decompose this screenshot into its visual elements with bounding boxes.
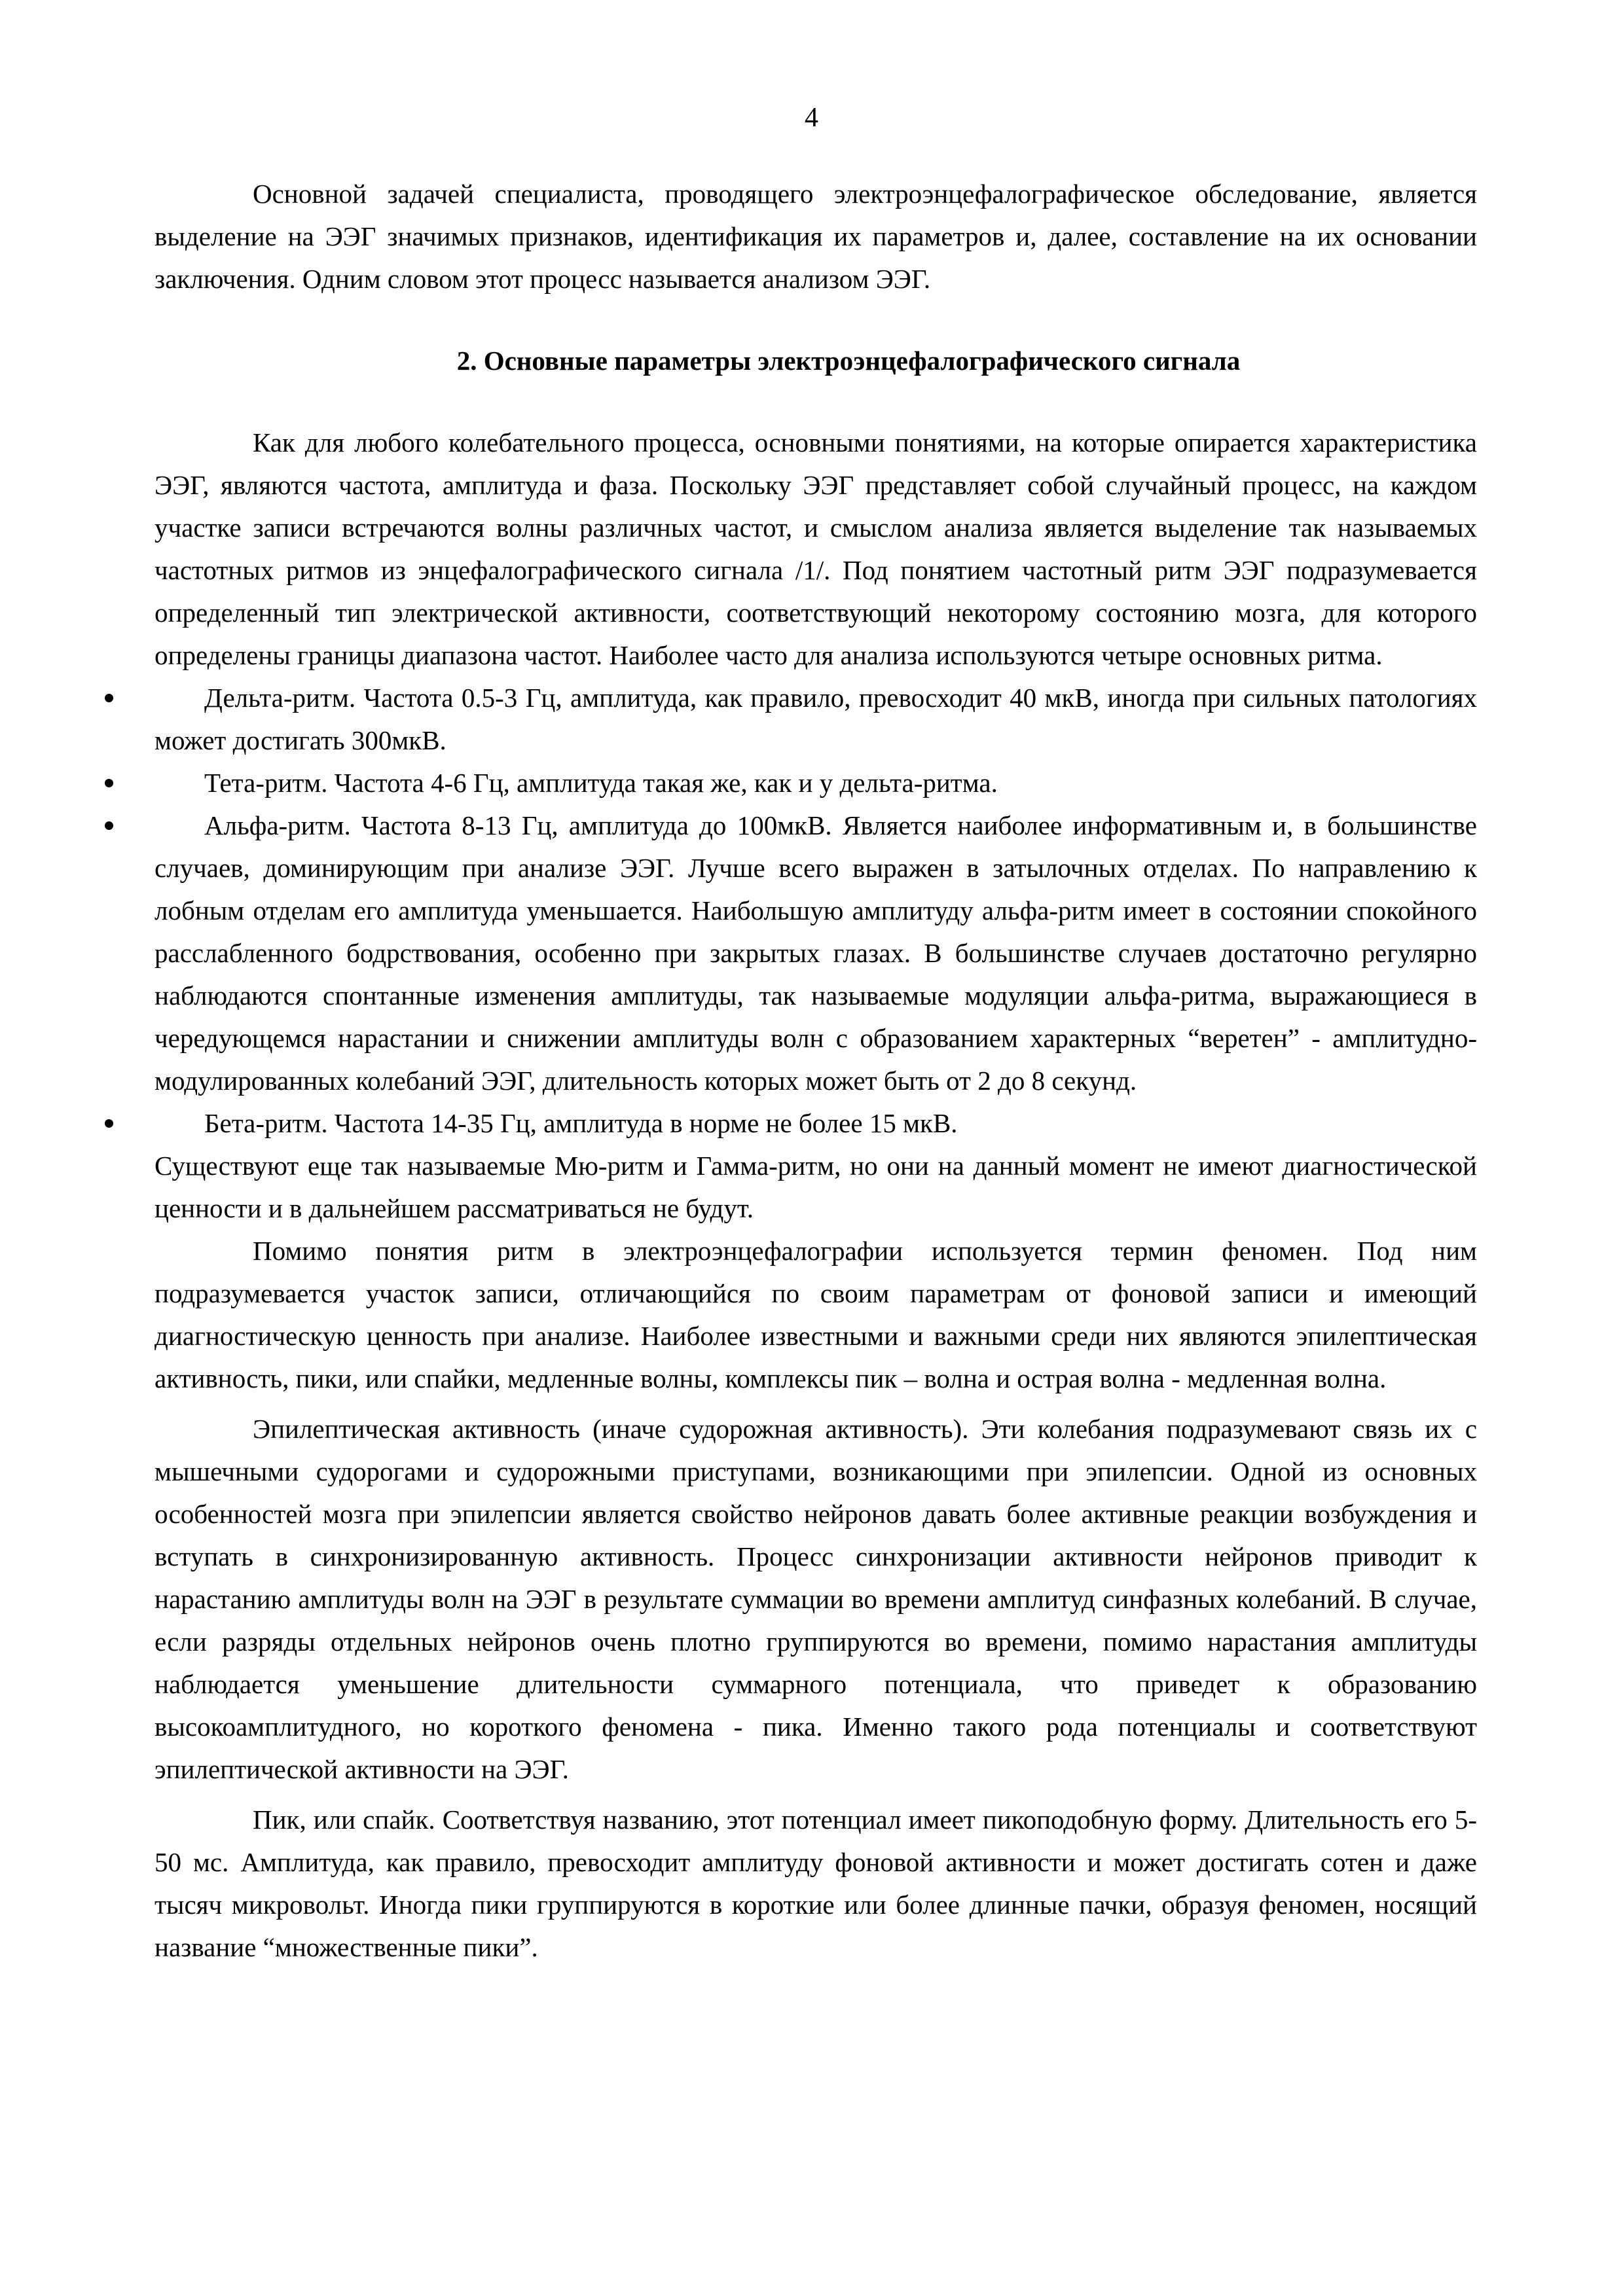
section-heading: 2. Основные параметры электроэнцефалографического сигнала	[456, 346, 1241, 376]
bullet-icon	[105, 694, 113, 702]
page-content	[155, 173, 1477, 1969]
list-item-text: Тета-ритм. Частота 4-6 Гц, амплитуда такая же, как и у дельта-ритма.	[204, 768, 998, 798]
epileptic-activity-paragraph: Эпилептическая активность (иначе судорожная активность). Эти колебания подразумевают связь их с мышечными судорогами и судорожными приступами, возникающими при эпилепсии. Одной из основных особенностей мозга при эпилепсии является свойство нейронов давать более активные реакции возбуждения и вступать в синхронизированную активность. Процесс синхронизации активности нейронов приводит к нарастанию амплитуды волн на ЭЭГ в результате суммации во времени амплитуд синфазных колебаний. В случае, если разряды отдельных нейронов очень плотно группируются во времени, помимо нарастания амплитуды наблюдается уменьшение длительности суммарного потенциала, что приведет к образованию высокоамплитудного, но короткого феномена - пика. Именно такого рода потенциалы и соответствуют эпилептической активности на ЭЭГ.	[155, 1414, 1477, 1784]
list-item-text: Дельта-ритм. Частота 0.5-3 Гц, амплитуда, как правило, превосходит 40 мкВ, иногда при сильных патологиях может достигать 300мкВ.	[155, 683, 1477, 755]
list-item-text: Бета-ритм. Частота 14-35 Гц, амплитуда в норме не более 15 мкВ.	[204, 1108, 958, 1138]
bullet-icon	[105, 1119, 113, 1128]
rhythms-intro-paragraph: Как для любого колебательного процесса, основными понятиями, на которые опирается характеристика ЭЭГ, являются частота, амплитуда и фаза. Поскольку ЭЭГ представляет собой случайный процесс, на каждом участке записи встречаются волны различных частот, и смыслом анализа является выделение так называемых частотных ритмов из энцефалографического сигнала /1/. Под понятием частотный ритм ЭЭГ подразумевается определенный тип электрической активности, соответствующий некоторому состоянию мозга, для которого определены границы диапазона частот. Наиболее часто для анализа используются четыре основных ритма.	[155, 427, 1477, 670]
list-item	[155, 677, 1477, 762]
bullet-icon	[105, 821, 113, 830]
list-item	[155, 762, 1477, 804]
bullet-icon	[105, 779, 113, 787]
list-item-text: Альфа-ритм. Частота 8-13 Гц, амплитуда до 100мкВ. Является наиболее информативным и, в большинстве случаев, доминирующим при анализе ЭЭГ. Лучше всего выражен в затылочных отделах. По направлению к лобным отделам его амплитуда уменьшается. Наибольшую амплитуду альфа-ритм имеет в состоянии спокойного расслабленного бодрствования, особенно при закрытых глазах. В большинстве случаев достаточно регулярно наблюдаются спонтанные изменения амплитуды, так называемые модуляции альфа-ритма, выражающиеся в чередующемся нарастании и снижении амплитуды волн с образованием характерных “веретен” - амплитудно-модулированных колебаний ЭЭГ, длительность которых может быть от 2 до 8 секунд.	[155, 810, 1477, 1096]
rhythm-list	[155, 677, 1477, 1145]
other-rhythms-paragraph: Существуют еще так называемые Мю-ритм и Гамма-ритм, но они на данный момент не имеют диагностической ценности и в дальнейшем рассматриваться не будут.	[155, 1151, 1477, 1223]
phenomenon-paragraph: Помимо понятия ритм в электроэнцефалографии используется термин феномен. Под ним подразумевается участок записи, отличающийся по своим параметрам от фоновой записи и имеющий диагностическую ценность при анализе. Наиболее известными и важными среди них являются эпилептическая активность, пики, или спайки, медленные волны, комплексы пик – волна и острая волна - медленная волна.	[155, 1236, 1477, 1393]
spike-paragraph: Пик, или спайк. Соответствуя названию, этот потенциал имеет пикоподобную форму. Длительность его 5-50 мс. Амплитуда, как правило, превосходит амплитуду фоновой активности и может достигать сотен и даже тысяч микровольт. Иногда пики группируются в короткие или более длинные пачки, образуя феномен, носящий название “множественные пики”.	[155, 1804, 1477, 1962]
list-item	[155, 804, 1477, 1102]
list-item	[155, 1102, 1477, 1145]
page-number: 4	[805, 103, 818, 133]
intro-paragraph: Основной задачей специалиста, проводящего электроэнцефалографическое обследование, является выделение на ЭЭГ значимых признаков, идентификация их параметров и, далее, составление на их основании заключения. Одним словом этот процесс называется анализом ЭЭГ.	[155, 179, 1477, 294]
